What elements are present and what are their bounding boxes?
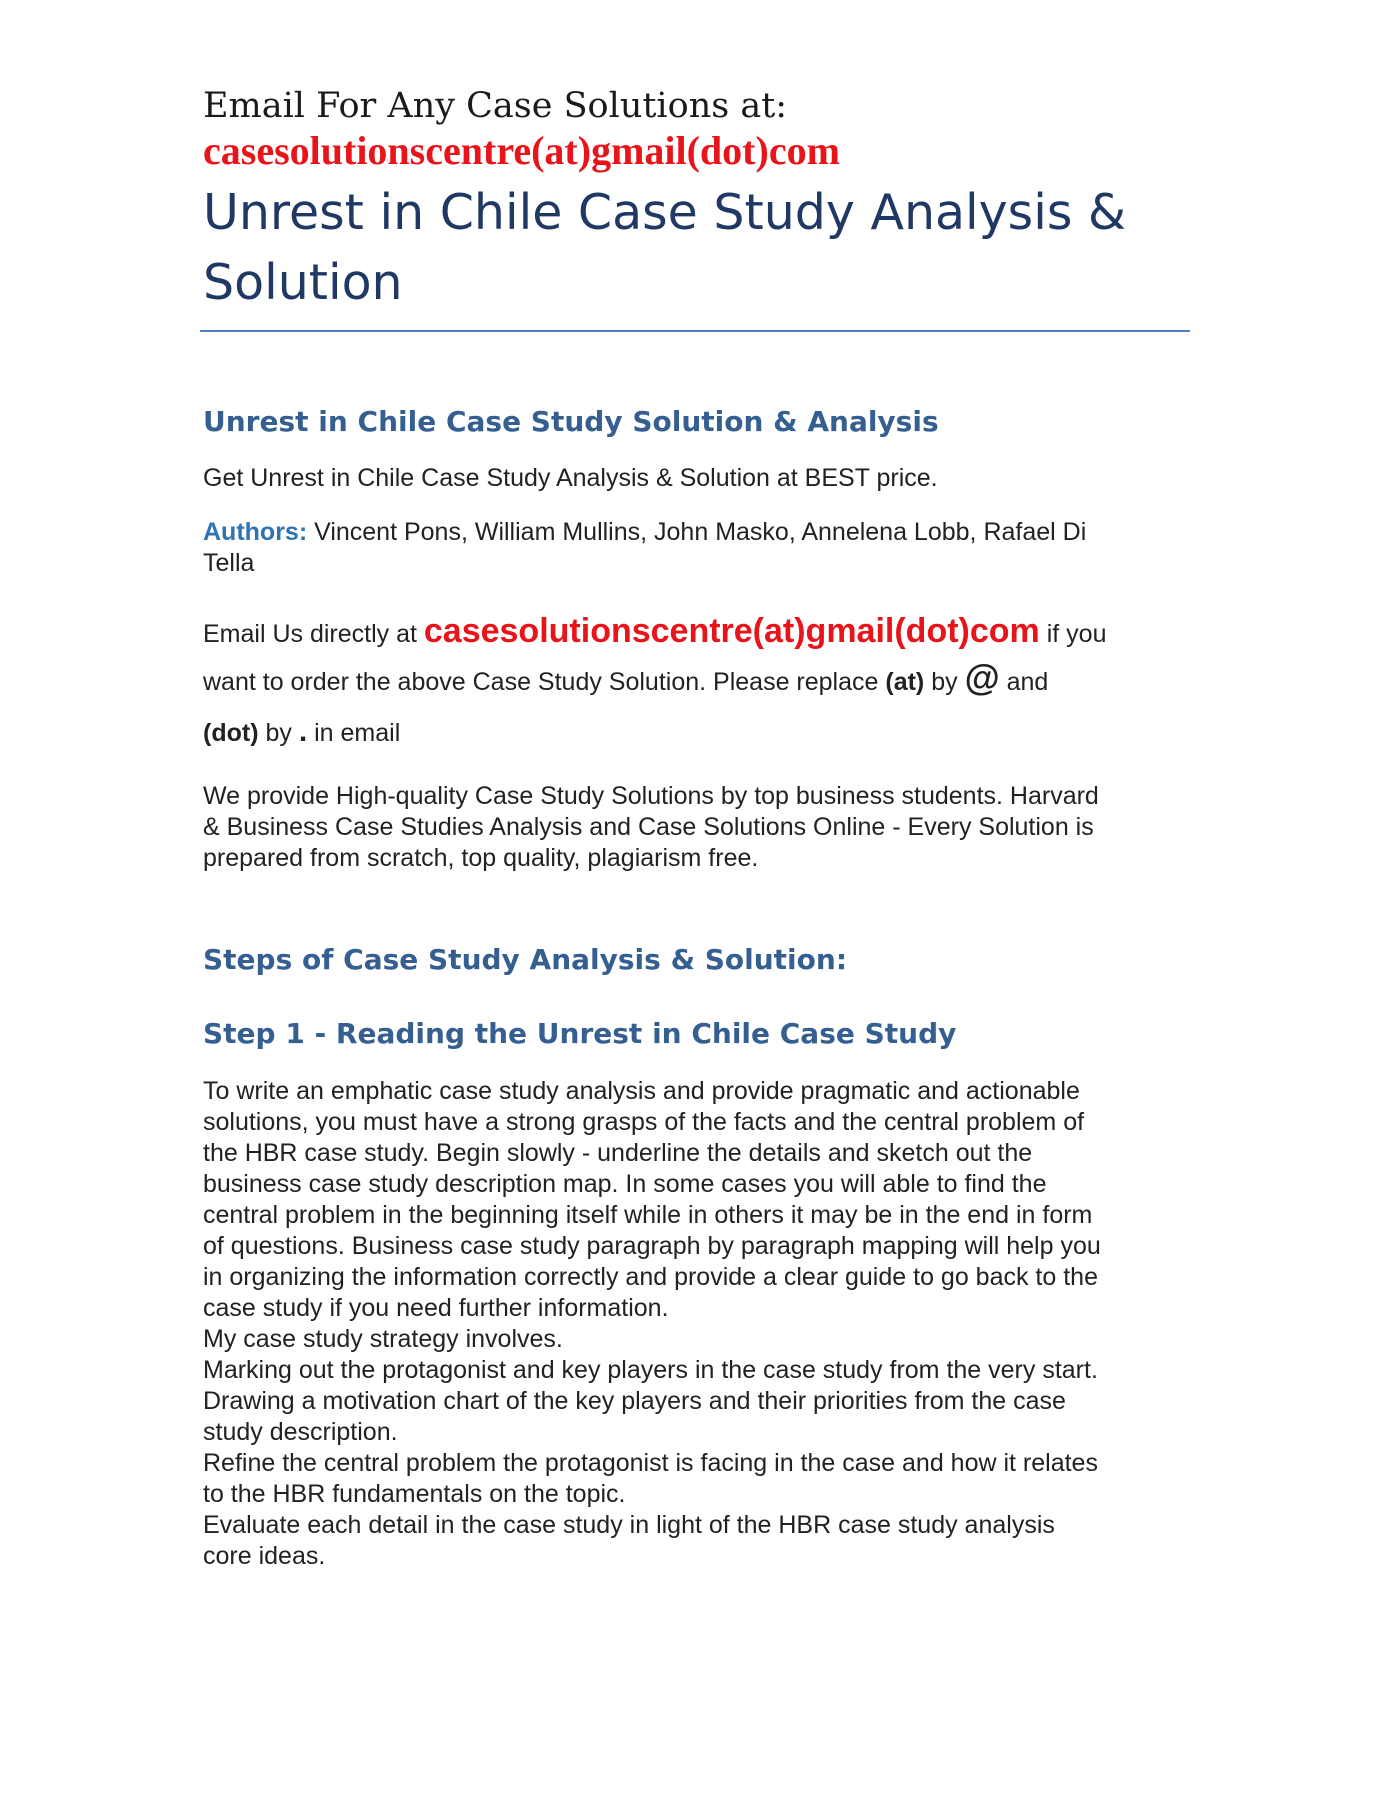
promo-line-2: & Business Case Studies Analysis and Case Solutions Online - Every Solution is <box>203 813 1094 841</box>
promo-line-1: We provide High-quality Case Study Solutions by top business students. Harvard <box>203 782 1099 810</box>
dot-symbol: . <box>298 715 308 748</box>
step1-line: central problem in the beginning itself while in others it may be in the end in form <box>203 1201 1093 1229</box>
banner-email: casesolutionscentre(at)gmail(dot)com <box>203 128 840 173</box>
authors-names: Vincent Pons, William Mullins, John Masko, Annelena Lobb, Rafael Di <box>307 518 1087 546</box>
intro-paragraph: Get Unrest in Chile Case Study Analysis & Solution at BEST price. <box>203 464 938 492</box>
page-content <box>203 84 1193 1572</box>
dot-token: (dot) <box>203 719 259 747</box>
by-text-1: by <box>924 668 965 696</box>
promo-line-3: prepared from scratch, top quality, plagiarism free. <box>203 844 759 872</box>
step1-line: To write an emphatic case study analysis and provide pragmatic and actionable <box>203 1077 1080 1105</box>
authors-names-cont: Tella <box>203 549 255 577</box>
at-symbol: @ <box>964 657 1000 698</box>
promo-paragraph <box>203 781 1193 874</box>
step1-line: core ideas. <box>203 1542 326 1570</box>
step1-line: Marking out the protagonist and key players in the case study from the very start. <box>203 1356 1098 1384</box>
email-prefix: Email Us directly at <box>203 620 424 648</box>
step1-line: study description. <box>203 1418 398 1446</box>
step1-line: case study if you need further information. <box>203 1294 669 1322</box>
authors-label: Authors: <box>203 518 308 546</box>
in-email-text: in email <box>307 719 401 747</box>
step1-line: to the HBR fundamentals on the topic. <box>203 1480 626 1508</box>
section-heading-steps: Steps of Case Study Analysis & Solution: <box>203 943 848 976</box>
section-heading-solution: Unrest in Chile Case Study Solution & Analysis <box>203 405 939 438</box>
step1-line: in organizing the information correctly and provide a clear guide to go back to the <box>203 1263 1098 1291</box>
step1-line: Refine the central problem the protagonist is facing in the case and how it relates <box>203 1449 1098 1477</box>
dot-instruction-paragraph <box>203 710 1193 755</box>
email-suffix: if you <box>1039 620 1107 648</box>
section-heading-step1: Step 1 - Reading the Unrest in Chile Case Study <box>203 1017 957 1050</box>
step1-line: Evaluate each detail in the case study in light of the HBR case study analysis <box>203 1511 1055 1539</box>
step1-line: business case study description map. In some cases you will able to find the <box>203 1170 1047 1198</box>
email-address-link[interactable]: casesolutionscentre(at)gmail(dot)com <box>423 612 1040 650</box>
banner-heading: Email For Any Case Solutions at: <box>203 86 788 126</box>
document-title-line2: Solution <box>203 254 403 311</box>
step1-line: My case study strategy involves. <box>203 1325 563 1353</box>
step1-line: the HBR case study. Begin slowly - underline the details and sketch out the <box>203 1139 1033 1167</box>
email-paragraph <box>203 609 1193 704</box>
step1-line: solutions, you must have a strong grasps of the facts and the central problem of <box>203 1108 1085 1136</box>
step1-line: of questions. Business case study paragraph by paragraph mapping will help you <box>203 1232 1101 1260</box>
at-token: (at) <box>885 668 925 696</box>
order-text: want to order the above Case Study Solution. Please replace <box>203 668 886 696</box>
by-text-2: by <box>258 719 299 747</box>
document-title-line1: Unrest in Chile Case Study Analysis & <box>203 184 1127 241</box>
and-text: and <box>999 668 1049 696</box>
document-title <box>203 178 1193 318</box>
step1-body <box>203 1076 1193 1572</box>
step1-line: Drawing a motivation chart of the key players and their priorities from the case <box>203 1387 1066 1415</box>
authors-paragraph <box>203 517 1193 579</box>
